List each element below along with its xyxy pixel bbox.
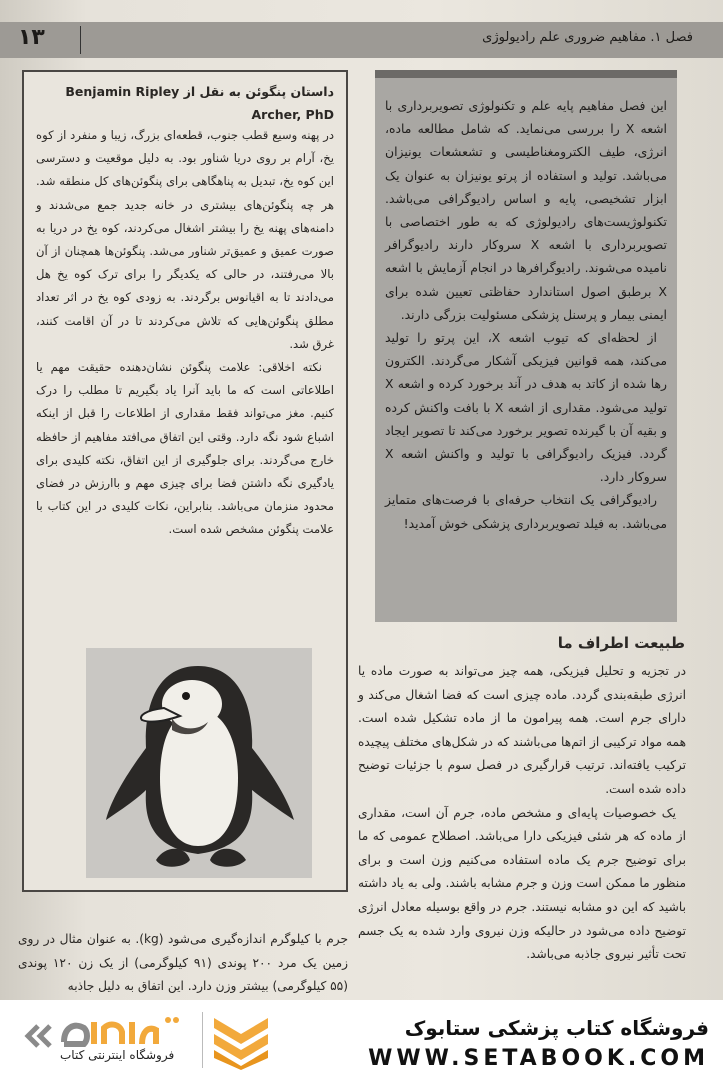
setabook-chevron-logo-icon [210, 1012, 272, 1070]
section-heading: طبیعت اطراف ما [557, 634, 685, 652]
footer-divider [202, 1012, 203, 1068]
chapter-title: فصل ۱. مفاهیم ضروری علم رادیولوژی [482, 30, 693, 45]
store-tagline: فروشگاه اینترنتی کتاب [60, 1048, 175, 1062]
penguin-story-title [34, 80, 334, 126]
intro-text [385, 94, 667, 535]
store-url[interactable]: WWW.SETABOOK.COM [368, 1046, 709, 1071]
page-number: ۱۳ [18, 25, 45, 50]
story-title-fa: داستان پنگوئن به نقل از [183, 84, 334, 99]
story-title-author: Benjamin Ripley Archer, PhD [65, 84, 334, 122]
penguin-story-box [22, 70, 348, 892]
continuation-paragraph: جرم با کیلوگرم اندازه‌گیری می‌شود (kg). به عنوان مثال در روی زمین یک مرد ۲۰۰ پوندی (۹۱ کیلوگرمی) از یک زن ۱۲۰ پوندی (۵۵ کیلوگرمی) بیشتر وزن دارد. این اتفاق به دلیل جاذبه [18, 932, 348, 994]
header-divider [80, 26, 81, 54]
intro-paragraph-1: این فصل مفاهیم پایه علم و تکنولوژی تصویربرداری با اشعه X را بررسی می‌نماید. که شامل مطالعه ماده، انرژی، طیف الکترومغناطیسی و تشعشعات یونیزان می‌باشد. تولید و استفاده از پرتو یونیزان به عنوان یک ابزار تشخیصی، پایه و اساس رادیوگرافی می‌باشد. تکنولوژیست‌های رادیولوژی که به طور اختصاصی با تصویربرداری با اشعه X سروکار دارند رادیوگرافر نامیده می‌شوند. رادیوگرافرها در انجام آزمایش با اشعه X برطبق اصول استاندارد حفاظتی تعیین شده برای ایمنی بیمار و پرسنل پزشکی مسئولیت بزرگی دارند. [385, 98, 667, 322]
penguin-story-text [36, 124, 334, 542]
moral-paragraph: نکته اخلاقی: علامت پنگوئن نشان‌دهنده حقیقت مهم یا اطلاعاتی است که ما باید آنرا یاد بگیریم تا مطلب را درک کنیم. مغز می‌تواند فقط مقداری از اطلاعات را قبل از اینکه اشباع شود نگه دارد. وقتی این اتفاق می‌افتد مفاهیم از حافظه خارج می‌گردند. برای جلوگیری از این اتفاق، نکته کلیدی برای یادگیری نگه داشتن فضا برای چیزی مهم و باارزش در فضای محدود منزمان می‌باشد. بنابراین، نکات کلیدی در این کتاب با علامت پنگوئن مشخص شده است. [36, 360, 334, 537]
section-body [358, 660, 686, 967]
store-watermark-banner [0, 1000, 723, 1080]
running-header [0, 22, 723, 58]
chapter-intro-box [375, 70, 677, 622]
body-paragraph-1: در تجزیه و تحلیل فیزیکی، همه چیز می‌تواند به صورت ماده یا انرژی طبقه‌بندی گردد. ماده چیزی است که فضا اشغال می‌کند و دارای جرم است. همه پیرامون ما از ماده تشکیل شده است. همه مواد ترکیبی از اتم‌ها می‌باشند که در شکل‌های مختلف پیچیده ترکیب یافته‌اند. ترتیب قرارگیری در فصل سوم با جزئیات توضیح داده شده است. [358, 664, 686, 796]
body-paragraph-2: یک خصوصیات پایه‌ای و مشخص ماده، جرم آن است، مقداری از ماده که هر شئی فیزیکی دارا می‌باشد. اصطلاح عمومی که ما برای توضیح جرم یک ماده استفاده می‌کنیم وزن است و برای منظور ما ممکن است وزن و جرم مشابه باشند. ولی به یاد داشته باشید که این دو مشابه نیستند. جرم در واقع بوسیله معادل انرژی توضیح داده می‌شود در حالیکه وزن نیروی وارد شده به یک جسم تحت تأثیر نیروی جاذبه می‌باشد. [358, 805, 686, 962]
intro-paragraph-3: رادیوگرافی یک انتخاب حرفه‌ای با فرصت‌های متمایز می‌باشد. به فیلد تصویربرداری پزشکی خوش آمدید! [385, 492, 667, 531]
intro-paragraph-2: از لحظه‌ای که تیوب اشعه X، این پرتو را تولید می‌کند، همه قوانین فیزیکی آشکار می‌گردند. الکترون رها شده از کاتد به هدف در آند برخورد کرده و اشعه X تولید می‌شود. مقداری از اشعه X با بافت واکنش کرده و بقیه آن با گیرنده تصویر برخورد می‌کند تا تصویر ایجاد گردد. فیزیک رادیوگرافی با تولید و واکنش اشعه X سروکار دارد. [385, 330, 668, 485]
left-column-continuation [18, 928, 348, 999]
setabook-wordmark-logo [24, 1008, 194, 1072]
story-paragraph: در پهنه وسیع قطب جنوب، قطعه‌ای بزرگ، زیبا و منفرد از کوه یخ، آرام بر روی دریا شناور بود. به دلیل موقعیت و دسترسی این کوه یخ، تبدیل به پناهگاهی برای پنگوئن‌های کل منطقه شد. هر چه پنگوئن‌های بیشتری در خانه جدید جمع می‌شدند و دامنه‌های پهنه یخ را بیشتر اشغال می‌کردند، کوه یخ در دریا به صورت عمیق و عمیق‌تر شناور می‌شد. پنگوئن‌ها همچنان از آن بالا می‌رفتند، در حالی که یکدیگر را برای ترک کوه یخ هل می‌دادند تا به اقیانوس برگردند. به زودی کوه یخ در اثر تعداد مطلق پنگوئن‌هایی که تلاش می‌کردند تا در آن اقامت کنند، غرق شد. [36, 128, 334, 351]
penguin-illustration [86, 648, 312, 878]
store-name: فروشگاه کتاب پزشکی ستابوک [404, 1016, 709, 1040]
